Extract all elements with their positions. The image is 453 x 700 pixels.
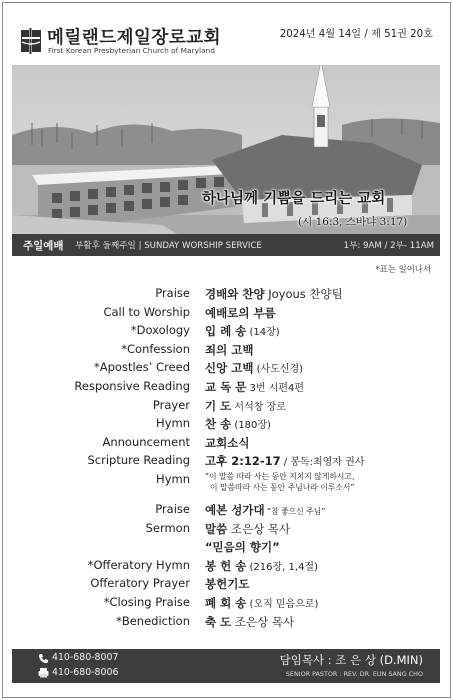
- order-item: 축 도 조은상 목사: [205, 614, 295, 629]
- order-row: [0, 360, 453, 379]
- slogan-verse: (시 16:3, 스바냐 3:17): [298, 216, 408, 228]
- church-name-korean: 메릴랜드제일장로교회: [47, 28, 222, 48]
- order-label-en: Call to Worship: [103, 304, 190, 319]
- order-item: 기 도 서석창 장로: [205, 398, 286, 413]
- order-label-en: *Doxology: [130, 323, 190, 338]
- order-item: 신앙 고백 (사도신경): [205, 361, 304, 376]
- order-label-en: Hymn: [156, 416, 190, 431]
- order-item: 찬 송 (180장): [205, 417, 271, 432]
- order-item: 폐 회 송 (오직 믿음으로): [205, 595, 319, 610]
- sermon-title: “믿음의 향기”: [205, 540, 280, 555]
- phone-number-1[interactable]: 410-680-8007: [52, 652, 119, 663]
- order-label-en: *Apostles’ Creed: [94, 360, 190, 375]
- order-row: [0, 558, 453, 577]
- order-item: 예배로의 부름: [205, 305, 276, 320]
- order-item: 고후 2:12-17 / 봉독:최영자 권사: [205, 454, 365, 469]
- senior-pastor-ko: 담임목사 : 조 은 상 (D.MIN): [279, 653, 423, 667]
- order-row: [0, 435, 453, 454]
- order-label-en: Responsive Reading: [74, 378, 190, 393]
- order-row: [0, 342, 453, 361]
- order-label-en: Praise: [155, 286, 190, 300]
- order-item: 말씀 조은상 목사: [205, 521, 291, 536]
- hymn-lyrics: “이 말씀 따라 사는 동안 지치지 않게하시고, 이 말씀따라 사는 동안 주님나라 이루소서”: [205, 471, 355, 492]
- order-item: 죄의 고백: [205, 342, 254, 357]
- order-item: 경배와 찬양 Joyous 찬양팀: [205, 287, 343, 301]
- order-row: [0, 614, 453, 633]
- order-row: [0, 502, 453, 521]
- standing-note: *표는 일어나서: [375, 264, 431, 274]
- order-row: [0, 305, 453, 324]
- order-label-en: Praise: [155, 501, 190, 516]
- order-item: 교회소식: [205, 435, 250, 450]
- order-item: 교 독 문 3번 시편4편: [205, 379, 305, 394]
- order-label-en: Sermon: [145, 520, 190, 535]
- order-label-en: Hymn: [156, 471, 190, 486]
- order-label-en: Offeratory Prayer: [90, 576, 190, 591]
- service-title: 주일예배: [23, 240, 64, 252]
- order-label-en: *Confession: [121, 341, 190, 356]
- footer-bar: [12, 649, 440, 683]
- order-row: [0, 286, 453, 305]
- order-item: 예본 성가대 “참 좋으신 주님”: [205, 502, 326, 517]
- church-slogan: 하나님께 기쁨을 드리는 교회: [202, 190, 386, 207]
- order-row: [0, 453, 453, 472]
- order-label-en: Scripture Reading: [87, 453, 190, 468]
- order-row: [0, 323, 453, 342]
- phone-icon: [38, 653, 49, 664]
- senior-pastor-en: SENIOR PASTOR : REV. DR. EUN SANG CHO: [285, 670, 423, 678]
- order-label-en: *Closing Praise: [103, 594, 190, 609]
- service-times: 1부: 9AM / 2부- 11AM: [343, 241, 434, 251]
- order-item: 봉헌기도: [205, 577, 250, 592]
- order-label-en: *Benediction: [116, 613, 190, 628]
- bulletin-date: 2024년 4월 14일 / 제 51권 20호: [279, 29, 433, 40]
- order-row: [0, 379, 453, 398]
- fax-icon: [38, 667, 49, 678]
- order-label-en: *Offeratory Hymn: [87, 557, 190, 572]
- order-row: [0, 416, 453, 435]
- order-item: 입 례 송 (14장): [205, 324, 280, 339]
- order-label-en: Announcement: [102, 434, 190, 449]
- order-of-worship: [0, 286, 453, 632]
- worship-service-bar: [12, 234, 440, 256]
- order-row: [0, 521, 453, 540]
- order-row: [0, 472, 453, 502]
- phone-number-2[interactable]: 410-680-8006: [52, 667, 119, 678]
- order-label-en: Prayer: [152, 397, 190, 412]
- order-row: [0, 398, 453, 417]
- church-name-english: First Korean Presbyterian Church of Maryland: [48, 46, 215, 55]
- service-subtitle: 부활후 둘째주일 | SUNDAY WORSHIP SERVICE: [75, 241, 262, 251]
- order-row: [0, 576, 453, 595]
- church-logo-icon: [20, 28, 42, 54]
- order-row: [0, 539, 453, 558]
- order-item: 봉 헌 송 (216장, 1,4절): [205, 558, 318, 573]
- order-row: [0, 595, 453, 614]
